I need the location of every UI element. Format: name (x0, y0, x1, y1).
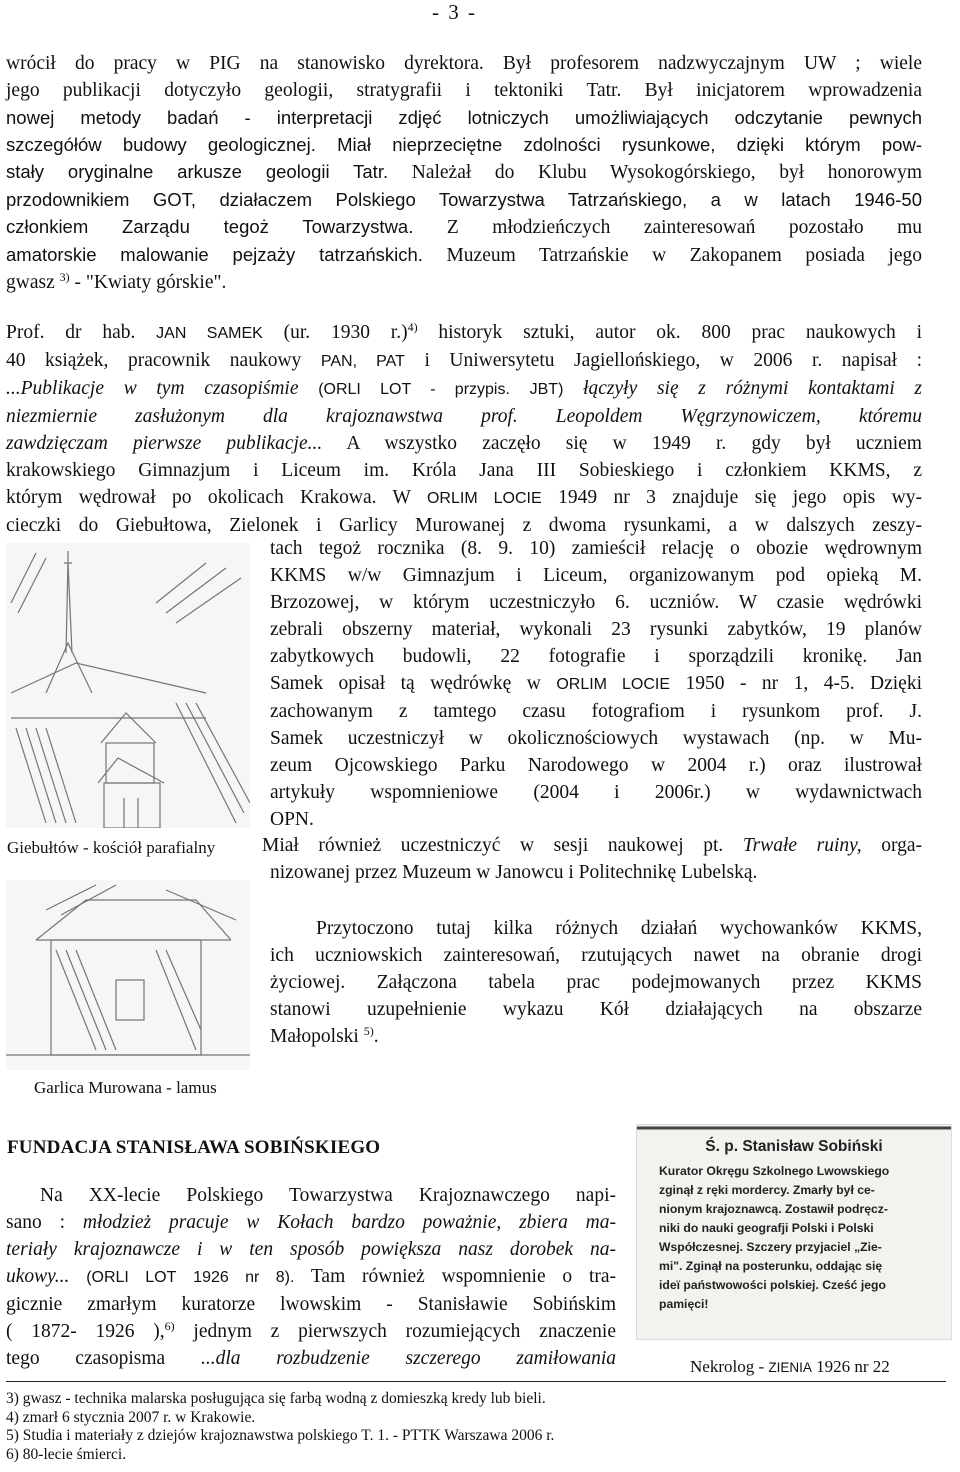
bio-fragment: Należał do Klubu Wysokogórskiego, był honorowym (411, 162, 923, 183)
fundacja-line (6, 1236, 616, 1263)
fundacja-line (6, 1318, 616, 1345)
org-name: PAN, PAT (320, 353, 405, 370)
samek-line: zachowanym z tamtego czasu fotografiom i rysunkom prof. J. (270, 701, 922, 722)
fundacja-line (6, 1263, 616, 1291)
biography-paragraph-1 (6, 50, 922, 296)
obituary-line: niki do nauki geografji Polski i Polski (659, 1221, 874, 1235)
bio-fragment: członkiem Zarządu tegoż Towarzystwa. (6, 216, 414, 237)
samek-line (6, 347, 922, 375)
bio-fragment: Z młodzieńczych zainteresowań pozostało mu (446, 217, 923, 238)
fundacja-fragment: tego czasopisma (6, 1348, 166, 1369)
section-heading: FUNDACJA STANISŁAWA SOBIŃSKIEGO (7, 1137, 381, 1158)
summary-line: ich uczniowskich zainteresowań, rzutujących nawet na obranie drogi (270, 945, 922, 966)
person-name: JAN SAMEK (156, 325, 263, 342)
bio-fragment: amatorskie malowanie pejzaży tatrzańskich. (6, 244, 423, 265)
samek-line (6, 430, 922, 457)
samek-line: zebrali obszerny materiał, wykonali 23 rysunki zabytków, 19 planów (270, 619, 922, 640)
caption-garlica: Garlica Murowana - lamus (34, 1078, 217, 1097)
quote-fragment: ukowy... (6, 1266, 70, 1287)
fundacja-line (6, 1345, 616, 1372)
samek-line: KKMS w/w Gimnazjum i Liceum, organizowanym pod opieką M. (270, 565, 922, 586)
obituary-caption-issue: 1926 nr 22 (816, 1357, 890, 1376)
footnote: 5) Studia i materiały z dziejów krajoznawstwa polskiego T. 1. - PTTK Warszawa 2006 r. (6, 1427, 555, 1444)
samek-line (6, 403, 922, 430)
footnote: 4) zmarł 6 stycznia 2007 r. w Krakowie. (6, 1408, 256, 1426)
editor-note: (ORLI LOT - przypis. (318, 381, 510, 398)
summary-fragment: . (373, 1026, 379, 1047)
bio-line: szczegółów budowy geologicznej. Miał nieprzeciętne zdolności rysunkowe, dzięki którym pow- (6, 134, 922, 155)
samek-line: cieczki do Giebułtowa, Zielonek i Garlicy Murowanej z dwoma rysunkami, a w dalszych zeszy- (6, 515, 922, 536)
samek-fragment: 40 książek, pracownik naukowy (6, 350, 302, 371)
bio-line: jego publikacji dotyczyło geologii, stratygrafii i tektoniki Tatr. Był inicjatorem wprowadzenia (6, 80, 922, 101)
obituary-caption-journal: ZIENIA (768, 1360, 812, 1375)
bio-fragment: gwasz (6, 272, 55, 293)
samek-line (262, 832, 922, 859)
samek-paragraph-end (262, 832, 922, 886)
obituary-line: Kurator Okręgu Szkolnego Lwowskiego (659, 1164, 890, 1178)
quote-fragment: niezmiernie zasłużonym dla krajoznawstwa (6, 406, 444, 427)
samek-fragment: orga- (881, 835, 922, 856)
samek-line: krakowskiego Gimnazjum i Liceum im. Króla Jana III Sobieskiego i członkiem KKMS, z (6, 460, 922, 481)
caption-giebultow: Giebułtów - kościół parafialny (7, 838, 216, 857)
samek-line (6, 375, 922, 403)
fundacja-fragment: jednym z pierwszych rozumiejących znaczenie (193, 1321, 617, 1342)
samek-fragment: Miał również uczestniczyć w sesji naukowej pt. (262, 835, 724, 856)
summary-line: życiowej. Załączona tabela prac podejmowanych przez KKMS (270, 972, 922, 993)
bio-line (6, 158, 922, 186)
footnote: 3) gwasz - technika malarska posługująca się farbą wodną z domieszką kredy lub bieli. (6, 1390, 546, 1407)
samek-line (6, 484, 922, 512)
obituary-line: mi". Zginął na posterunku, oddając się (659, 1259, 883, 1273)
summary-paragraph (270, 915, 922, 1050)
quote-fragment: ...dla rozbudzenie szczerego zamiłowania (200, 1348, 617, 1369)
samek-line (6, 319, 922, 347)
samek-line: Samek uczestniczył w okolicznościowych wystawach (np. w Mu- (270, 728, 922, 749)
quote-fragment: zawdzięczam pierwsze publikacje... (6, 433, 323, 454)
editor-note: JBT) (529, 381, 564, 398)
fundacja-line (6, 1209, 616, 1236)
footnote-ref: 4) (407, 320, 418, 334)
footnote-ref: 5) (363, 1024, 374, 1038)
samek-fragment: historyk sztuki, autor ok. 800 prac naukowych i (438, 322, 922, 343)
bio-line: nowej metody badań - interpretacji zdjęć lotniczych umożliwiających odczytanie pewnych (6, 107, 922, 128)
obituary-clipping-image (637, 1125, 951, 1339)
bio-line: wrócił do pracy w PIG na stanowisko dyrektora. Był profesorem nadzwyczajnym UW ; wiele (6, 53, 922, 74)
granary-sketch-illustration (6, 880, 250, 1070)
obituary-clipping (636, 1124, 952, 1340)
obituary-line: ideï państwowości polskiej. Cześć jego (659, 1278, 886, 1292)
samek-fragment: 1950 - nr 1, 4-5. Dzięki (685, 673, 923, 694)
bio-fragment: - "Kwiaty górskie". (74, 272, 227, 293)
samek-paragraph-right (270, 535, 922, 833)
samek-fragment: którym wędrował po okolicach Krakowa. W (6, 487, 411, 508)
church-sketch-illustration (6, 543, 250, 828)
bio-line: przodownikiem GOT, działaczem Polskiego Towarzystwa Tatrzańskiego, a w latach 1946-50 (6, 189, 922, 210)
obituary-caption-text: Nekrolog - (690, 1357, 765, 1376)
quote-fragment: prof. Leopoldem Węgrzynowiczem, któremu (481, 406, 923, 427)
samek-line: zabytkowych budowli, 22 fotografie i sporządzili kronikę. Jan (270, 646, 922, 667)
footnote-ref: 6) (164, 1319, 175, 1333)
summary-line (270, 1023, 922, 1050)
bio-line (6, 213, 922, 241)
page-number: - 3 - (432, 0, 477, 24)
samek-line: tach tegoż rocznika (8. 9. 10) zamieścił relację o obozie wędrownym (270, 538, 922, 559)
quote-fragment: młodzież pracuje w Kołach bardzo poważnie, zbiera ma- (82, 1212, 616, 1233)
quote-fragment: łączyły się z różnymi kontaktami z (583, 378, 923, 399)
samek-line: nizowanej przez Muzeum w Janowcu i Politechnikę Lubelską. (270, 862, 758, 883)
samek-fragment: i Uniwersytetu Jagiellońskiego, w 2006 r. napisał : (424, 350, 923, 371)
samek-line: Brzozowej, w którym uczestniczyło 6. uczniów. W czasie wędrówki (270, 592, 922, 613)
footnote-ref: 3) (59, 270, 70, 284)
fundacja-line: gicznie zmarłym kuratorze lwowskim - Stanisławie Sobińskim (6, 1294, 616, 1315)
samek-fragment: 1949 nr 3 znajduje się jego opis wy- (558, 487, 922, 508)
bio-fragment: Muzeum Tatrzańskie w Zakopanem posiada jego (446, 245, 923, 266)
fundacja-fragment: Tam również wspomnienie o tra- (310, 1266, 617, 1287)
fundacja-paragraph (6, 1182, 616, 1372)
bio-fragment: stały oryginalne arkusze geologii Tatr. (6, 161, 389, 182)
summary-line: stanowi uzupełnienie wykazu Kół działających na obszarze (270, 999, 922, 1020)
obituary-line: zginął z ręki mordercy. Zmarły był ce- (659, 1183, 875, 1197)
fundacja-line: Na XX-lecie Polskiego Towarzystwa Krajoznawczego napi- (40, 1185, 616, 1206)
quote-fragment: teriały krajoznawcze i w ten sposób powiększa nasz dorobek na- (6, 1239, 616, 1260)
summary-fragment: Małopolski (270, 1026, 359, 1047)
samek-fragment: Samek opisał tą wędrówkę w (270, 673, 541, 694)
samek-fragment: Prof. dr hab. (6, 322, 136, 343)
summary-line: Przytoczono tutaj kilka różnych działań wychowanków KKMS, (316, 918, 922, 939)
samek-paragraph (6, 319, 922, 539)
obituary-line: nionym krajoznawcą. Zostawił podręcz- (659, 1202, 888, 1216)
samek-fragment: (ur. 1930 r.) (283, 322, 408, 343)
obituary-line: pamięci! (659, 1297, 709, 1311)
fundacja-fragment: ( 1872- 1926 ), (6, 1321, 165, 1342)
bio-line (6, 269, 922, 296)
obituary-line: Współczesnej. Szczery przyjaciel „Zie- (659, 1240, 882, 1254)
quote-fragment: ...Publikacje w tym czasopiśmie (6, 378, 299, 399)
fundacja-fragment: sano : (6, 1212, 66, 1233)
journal-issue: 1926 nr 8). (193, 1269, 295, 1286)
footnote: 6) 80-lecie śmierci. (6, 1445, 127, 1463)
footnotes (6, 1390, 554, 1464)
obituary-caption (690, 1354, 890, 1381)
journal-name: ORLIM LOCIE (556, 676, 671, 693)
journal-name: ORLIM LOCIE (426, 490, 542, 507)
footnote-separator (6, 1381, 946, 1382)
event-title: Trwałe ruiny, (742, 835, 862, 856)
samek-fragment: A wszystko zaczęło się w 1949 r. gdy był uczniem (346, 433, 922, 454)
samek-line: artykuły wspomnieniowe (2004 i 2006r.) w wydawnictwach (270, 782, 922, 803)
samek-line: zeum Ojcowskiego Parku Narodowego w 2004 r.) oraz ilustrował (270, 755, 922, 776)
journal-name: (ORLI LOT (86, 1269, 177, 1286)
samek-line (270, 670, 922, 698)
obituary-title: Ś. p. Stanisław Sobiński (705, 1138, 883, 1155)
bio-line (6, 241, 922, 269)
samek-line: OPN. (270, 809, 314, 830)
